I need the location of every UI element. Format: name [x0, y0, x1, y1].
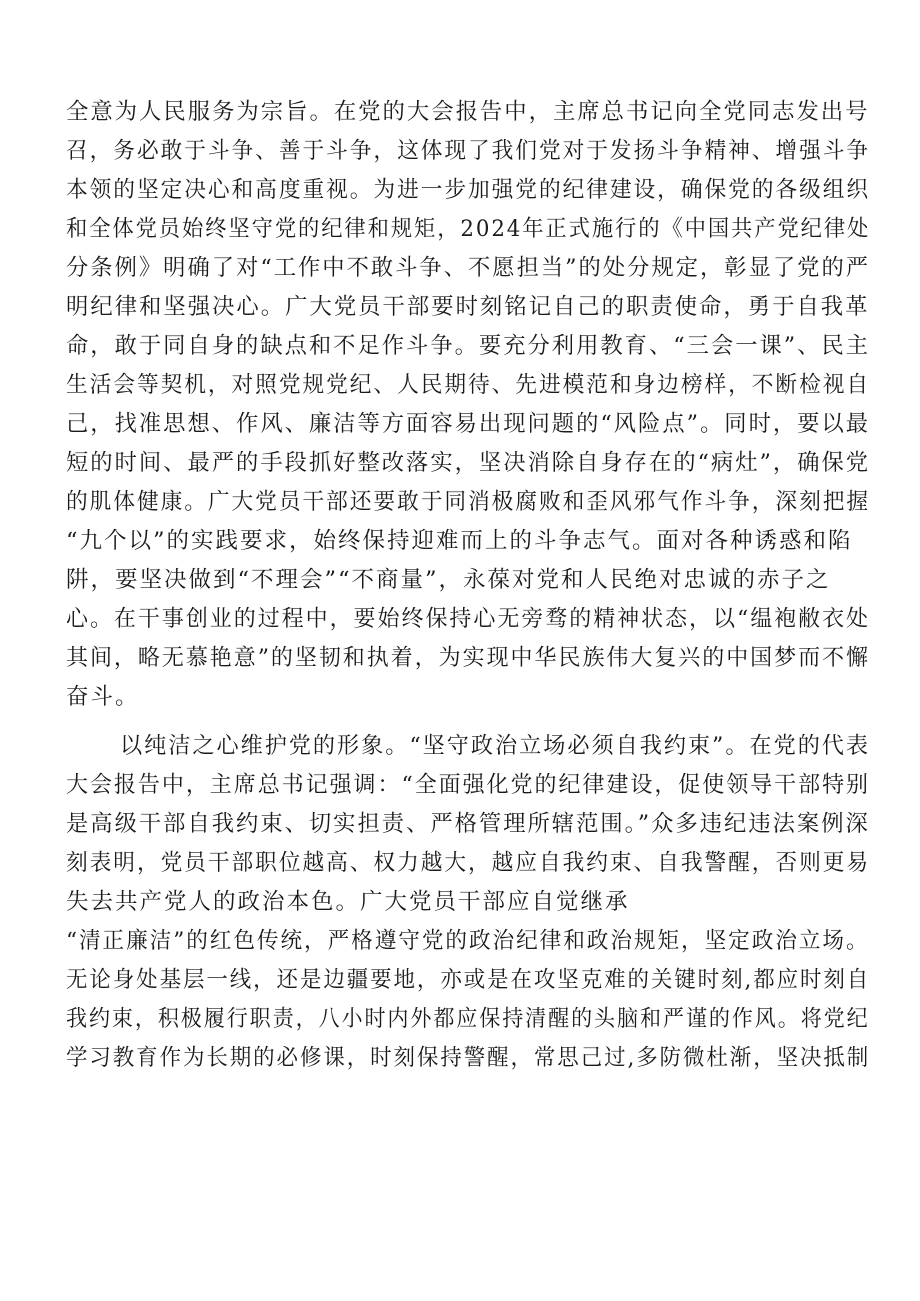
text-line: 的肌体健康。广大党员干部还要敢于同消极腐败和歪风邪气作斗争，深刻把握	[66, 489, 871, 515]
text-line: 其间，略无慕艳意”的坚韧和执着，为实现中华民族伟大复兴的中国梦而不懈	[66, 645, 871, 671]
text-line: 是高级干部自我约束、切实担责、严格管理所辖范围。”众多违纪违法案例深	[66, 811, 870, 837]
text-line: 分条例》明确了对“工作中不敢斗争、不愿担当”的处分规定，彰显了党的严	[66, 255, 871, 281]
text-line: 全意为人民服务为宗旨。在党的大会报告中，主席总书记向全党同志发出号	[66, 99, 870, 125]
text-line: 命，敢于同自身的缺点和不足作斗争。要充分利用教育、“三会一课”、民主	[66, 333, 871, 359]
text-line: 失去共产党人的政治本色。广大党员干部应自觉继承	[66, 889, 630, 915]
text-line: 己，找准思想、作风、廉洁等方面容易出现问题的“风险点”。同时，要以最	[66, 411, 871, 437]
text-line: 心。在干事创业的过程中，要始终保持心无旁骛的精神状态，以“缊袍敝衣处	[66, 606, 871, 632]
text-line: 无论身处基层一线，还是边疆要地，亦或是在攻坚克难的关键时刻,都应时刻自	[66, 967, 871, 993]
text-line: “清正廉洁”的红色传统，严格遵守党的政治纪律和政治规矩，坚定政治立场。	[66, 928, 870, 954]
text-line: 生活会等契机，对照党规党纪、人民期待、先进模范和身边榜样，不断检视自	[66, 372, 871, 398]
paragraph-heading-line: 以纯洁之心维护党的形象。“坚守政治立场必须自我约束”。在党的代表	[120, 733, 871, 759]
text-line: 明纪律和坚强决心。广大党员干部要时刻铭记自己的职责使命，勇于自我革	[66, 294, 870, 320]
text-line: 奋斗。	[66, 684, 140, 710]
text-line: 学习教育作为长期的必修课，时刻保持警醒，常思己过,多防微杜渐，坚决抵制	[66, 1045, 871, 1071]
text-line: 和全体党员始终坚守党的纪律和规矩，2024年正式施行的《中国共产党纪律处	[66, 216, 871, 242]
text-line: 我约束，积极履行职责，八小时内外都应保持清醒的头脑和严谨的作风。将党纪	[66, 1006, 870, 1032]
text-line: 本领的坚定决心和高度重视。为进一步加强党的纪律建设，确保党的各级组织	[66, 177, 871, 203]
text-line: 阱，要坚决做到“不理会”“不商量”，永葆对党和人民绝对忠诚的赤子之	[66, 567, 831, 593]
text-line: 大会报告中，主席总书记强调：“全面强化党的纪律建设，促使领导干部特别	[66, 772, 871, 798]
text-line: 刻表明，党员干部职位越高、权力越大，越应自我约束、自我警醒，否则更易	[66, 850, 871, 876]
text-line: 短的时间、最严的手段抓好整改落实，坚决消除自身存在的“病灶”，确保党	[66, 450, 871, 476]
text-line: “九个以”的实践要求，始终保持迎难而上的斗争志气。面对各种诱惑和陷	[66, 528, 853, 554]
text-line: 召，务必敢于斗争、善于斗争，这体现了我们党对于发扬斗争精神、增强斗争	[66, 138, 871, 164]
